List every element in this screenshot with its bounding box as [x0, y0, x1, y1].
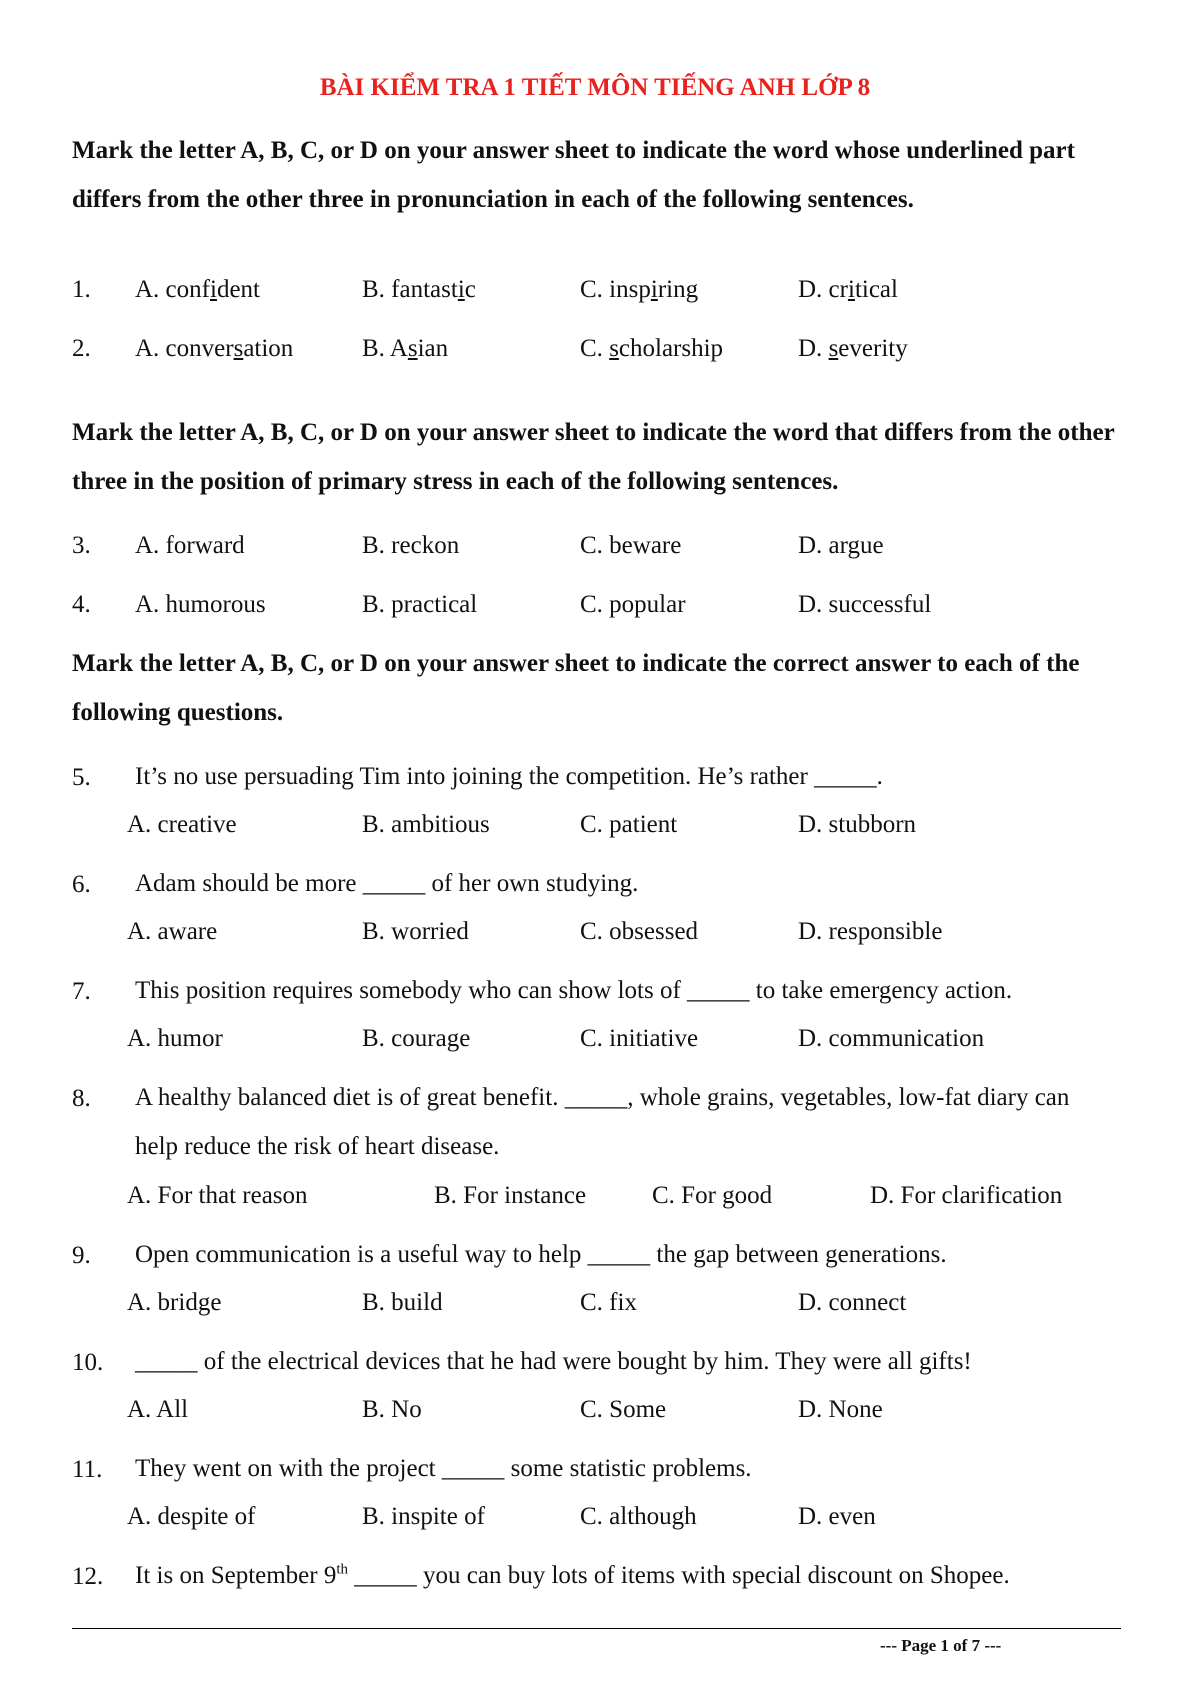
- page-title: BÀI KIỂM TRA 1 TIẾT MÔN TIẾNG ANH LỚP 8: [319, 74, 871, 101]
- option-a: A. humorous: [135, 591, 266, 618]
- question-stem: _____ of the electrical devices that he had were bought by him. They were all gifts!: [135, 1348, 972, 1375]
- question-number: 5.: [72, 764, 91, 791]
- option-c: C. inspiring: [580, 276, 699, 303]
- underlined-letter: i: [457, 276, 465, 303]
- option-c: C. obsessed: [580, 918, 699, 945]
- option-b: B. ambitious: [362, 811, 490, 838]
- option-a: A. humor: [127, 1025, 223, 1052]
- underlined-letter: i: [209, 276, 217, 303]
- option-a: A. For that reason: [127, 1182, 308, 1209]
- option-a: A. All: [127, 1396, 189, 1423]
- underlined-letter: s: [828, 335, 839, 362]
- instruction-correct-answer: Mark the letter A, B, C, or D on your answer sheet to indicate the correct answer to each of the following questions.: [72, 650, 1080, 726]
- option-b: B. inspite of: [362, 1503, 485, 1530]
- question-number: 7.: [72, 978, 91, 1005]
- ordinal-suffix: th: [336, 1561, 349, 1578]
- option-d: D. None: [798, 1396, 883, 1423]
- option-a: A. conversation: [135, 335, 294, 362]
- option-b: B. worried: [362, 918, 469, 945]
- question-number: 8.: [72, 1085, 91, 1112]
- option-c: C. although: [580, 1503, 697, 1530]
- underlined-letter: s: [407, 335, 418, 362]
- page-number: --- Page 1 of 7 ---: [880, 1636, 1002, 1655]
- question-number: 1.: [72, 276, 91, 303]
- question-stem: It is on September 9th _____ you can buy lots of items with special discount on Shopee.: [135, 1561, 1010, 1589]
- option-d: D. connect: [798, 1289, 907, 1316]
- question-stem: Adam should be more _____ of her own studying.: [135, 870, 639, 897]
- question-number: 11.: [72, 1456, 103, 1483]
- instruction-pronunciation: Mark the letter A, B, C, or D on your answer sheet to indicate the word whose underlined part differs from the other three in pronunciation in each of the following sentences.: [72, 137, 1075, 213]
- underlined-letter: s: [233, 335, 244, 362]
- question-number: 6.: [72, 871, 91, 898]
- option-c: C. scholarship: [580, 335, 724, 362]
- option-b: B. practical: [362, 591, 478, 618]
- option-c: C. popular: [580, 591, 686, 618]
- option-c: C. beware: [580, 532, 682, 559]
- option-a: A. confident: [135, 276, 260, 303]
- option-c: C. initiative: [580, 1025, 699, 1052]
- option-c: C. For good: [652, 1182, 773, 1209]
- question-number: 2.: [72, 335, 91, 362]
- option-b: B. No: [362, 1396, 422, 1423]
- question-number: 4.: [72, 591, 91, 618]
- question-stem: This position requires somebody who can show lots of _____ to take emergency action.: [135, 977, 1013, 1004]
- option-d: D. responsible: [798, 918, 943, 945]
- question-stem: A healthy balanced diet is of great benefit. _____, whole grains, vegetables, low-fat diary can help reduce the risk of heart disease.: [135, 1084, 1070, 1160]
- option-b: B. fantastic: [362, 276, 476, 303]
- option-b: B. reckon: [362, 532, 460, 559]
- underlined-letter: s: [609, 335, 619, 362]
- option-b: B. For instance: [434, 1182, 587, 1209]
- question-number: 12.: [72, 1563, 104, 1590]
- option-d: D. critical: [798, 276, 898, 303]
- option-d: D. stubborn: [798, 811, 917, 838]
- option-c: C. Some: [580, 1396, 667, 1423]
- question-stem: It’s no use persuading Tim into joining the competition. He’s rather _____.: [135, 763, 883, 790]
- underlined-letter: i: [650, 276, 658, 303]
- option-d: D. severity: [798, 335, 908, 362]
- option-a: A. forward: [135, 532, 245, 559]
- option-b: B. Asian: [362, 335, 449, 362]
- option-a: A. aware: [127, 918, 218, 945]
- underlined-letter: i: [847, 276, 855, 303]
- option-d: D. even: [798, 1503, 876, 1530]
- option-d: D. communication: [798, 1025, 985, 1052]
- question-number: 10.: [72, 1349, 104, 1376]
- question-number: 3.: [72, 532, 91, 559]
- option-d: D. For clarification: [870, 1182, 1063, 1209]
- option-b: B. build: [362, 1289, 443, 1316]
- footer-divider: [72, 1628, 1121, 1629]
- question-stem: Open communication is a useful way to help _____ the gap between generations.: [135, 1241, 947, 1268]
- option-a: A. despite of: [127, 1503, 256, 1530]
- option-c: C. patient: [580, 811, 678, 838]
- instruction-stress: Mark the letter A, B, C, or D on your answer sheet to indicate the word that differs from the other three in the position of primary stress in each of the following sentences.: [72, 419, 1115, 495]
- question-number: 9.: [72, 1242, 91, 1269]
- option-d: D. successful: [798, 591, 932, 618]
- option-d: D. argue: [798, 532, 884, 559]
- question-stem: They went on with the project _____ some statistic problems.: [135, 1455, 752, 1482]
- option-a: A. creative: [127, 811, 237, 838]
- option-c: C. fix: [580, 1289, 637, 1316]
- option-b: B. courage: [362, 1025, 471, 1052]
- option-a: A. bridge: [127, 1289, 222, 1316]
